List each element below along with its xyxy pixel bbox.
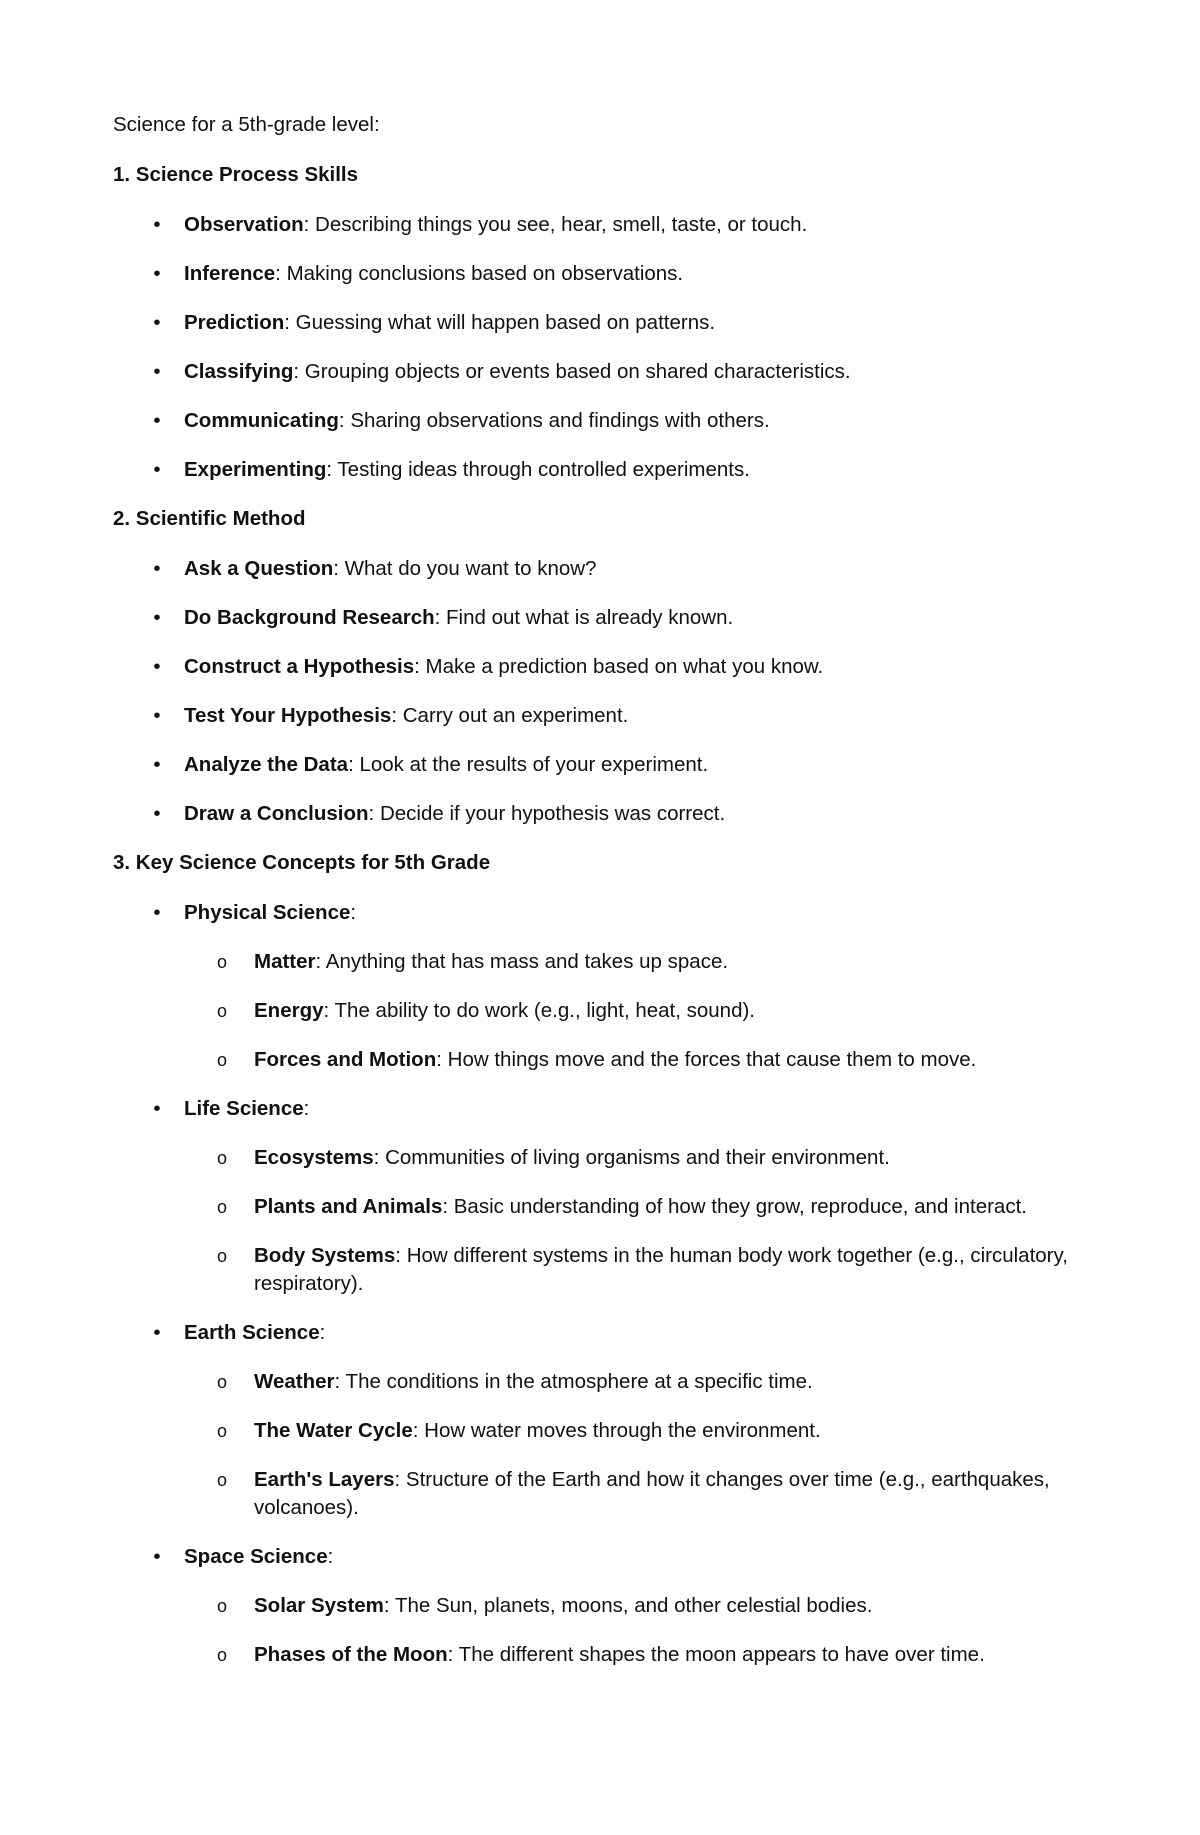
list-item: • Inference: Making conclusions based on observations. bbox=[113, 260, 1080, 288]
bullet-list bbox=[113, 211, 1080, 484]
list-item: • Do Background Research: Find out what is already known. bbox=[113, 604, 1080, 632]
item-text: Look at the results of your experiment. bbox=[359, 753, 709, 776]
item-term: Draw a Conclusion bbox=[184, 802, 369, 825]
bullet-icon: • bbox=[153, 606, 161, 629]
bullet-list bbox=[113, 555, 1080, 828]
sub-list-item: o Energy: The ability to do work (e.g., light, heat, sound). bbox=[182, 997, 1080, 1025]
item-text: The conditions in the atmosphere at a specific time. bbox=[345, 1370, 813, 1393]
bullet-icon: • bbox=[153, 704, 161, 727]
item-text: Communities of living organisms and their environment. bbox=[385, 1146, 890, 1169]
sub-list-item: o Ecosystems: Communities of living organisms and their environment. bbox=[182, 1144, 1080, 1172]
item-term: Earth's Layers bbox=[254, 1468, 395, 1491]
item-term: Classifying bbox=[184, 360, 294, 383]
bullet-icon: • bbox=[153, 557, 161, 580]
item-text: Basic understanding of how they grow, reproduce, and interact. bbox=[453, 1195, 1027, 1218]
list-item: • Space Science: o Solar System: The Sun, planets, moons, and other celestial bodies. o Phases of the Moon: The different shapes the moon appears to have over time. bbox=[113, 1543, 1080, 1669]
circle-bullet-icon: o bbox=[216, 1470, 227, 1490]
item-text: Anything that has mass and takes up space. bbox=[325, 950, 729, 973]
item-term: Observation bbox=[184, 213, 304, 236]
sub-list bbox=[184, 948, 1080, 1074]
section-title: 2. Scientific Method bbox=[113, 507, 306, 530]
item-text: Grouping objects or events based on shared characteristics. bbox=[304, 360, 851, 383]
item-term: Weather bbox=[254, 1370, 335, 1393]
item-text: How things move and the forces that cause them to move. bbox=[447, 1048, 977, 1071]
sub-list-item: o Matter: Anything that has mass and takes up space. bbox=[182, 948, 1080, 976]
item-term: Matter bbox=[254, 950, 316, 973]
sub-list-item: o Plants and Animals: Basic understanding of how they grow, reproduce, and interact. bbox=[182, 1193, 1080, 1221]
item-text: Carry out an experiment. bbox=[402, 704, 629, 727]
list-item: • Experimenting: Testing ideas through controlled experiments. bbox=[113, 456, 1080, 484]
list-item: • Prediction: Guessing what will happen based on patterns. bbox=[113, 309, 1080, 337]
item-text: Make a prediction based on what you know. bbox=[425, 655, 824, 678]
bullet-icon: • bbox=[153, 311, 161, 334]
section-title: 1. Science Process Skills bbox=[113, 163, 359, 186]
item-text: The Sun, planets, moons, and other celestial bodies. bbox=[394, 1594, 873, 1617]
item-term: Energy bbox=[254, 999, 324, 1022]
item-text: Find out what is already known. bbox=[446, 606, 734, 629]
circle-bullet-icon: o bbox=[216, 1050, 227, 1070]
item-text: The ability to do work (e.g., light, heat, sound). bbox=[334, 999, 756, 1022]
item-text: Guessing what will happen based on patterns. bbox=[295, 311, 716, 334]
list-item: • Draw a Conclusion: Decide if your hypothesis was correct. bbox=[113, 800, 1080, 828]
item-term: Space Science bbox=[184, 1545, 328, 1568]
item-term: Solar System bbox=[254, 1594, 384, 1617]
list-item: • Construct a Hypothesis: Make a prediction based on what you know. bbox=[113, 653, 1080, 681]
item-text: The different shapes the moon appears to have over time. bbox=[458, 1643, 985, 1666]
circle-bullet-icon: o bbox=[216, 1001, 227, 1021]
intro-line: Science for a 5th-grade level: bbox=[113, 113, 380, 136]
item-text: Decide if your hypothesis was correct. bbox=[379, 802, 726, 825]
item-term: Construct a Hypothesis bbox=[184, 655, 415, 678]
item-term: Analyze the Data bbox=[184, 753, 349, 776]
item-term: Earth Science bbox=[184, 1321, 320, 1344]
item-term: Ask a Question bbox=[184, 557, 334, 580]
section-key-concepts bbox=[113, 849, 1080, 1669]
circle-bullet-icon: o bbox=[216, 1246, 227, 1266]
bullet-icon: • bbox=[153, 753, 161, 776]
circle-bullet-icon: o bbox=[216, 1197, 227, 1217]
item-text: How different systems in the human body work together (e.g., circulatory, respiratory). bbox=[254, 1244, 1068, 1295]
item-text: How water moves through the environment. bbox=[424, 1419, 821, 1442]
bullet-icon: • bbox=[153, 360, 161, 383]
list-item: • Analyze the Data: Look at the results of your experiment. bbox=[113, 751, 1080, 779]
sub-list-item: o Weather: The conditions in the atmosphere at a specific time. bbox=[182, 1368, 1080, 1396]
sub-list-item: o Earth's Layers: Structure of the Earth and how it changes over time (e.g., earthquakes, volcanoes). bbox=[216, 1468, 1050, 1519]
sub-list-item: o The Water Cycle: How water moves through the environment. bbox=[182, 1417, 1080, 1445]
section-process-skills bbox=[113, 161, 1080, 484]
bullet-icon: • bbox=[153, 1097, 161, 1120]
sub-list-item: o Forces and Motion: How things move and the forces that cause them to move. bbox=[182, 1046, 1080, 1074]
item-term: Inference bbox=[184, 262, 276, 285]
list-item: • Classifying: Grouping objects or events based on shared characteristics. bbox=[113, 358, 1080, 386]
list-item: • Physical Science: o Matter: Anything that has mass and takes up space. o Energy: The ability to do work (e.g., light, heat, sound). o Forces and Motion: How things move and the forces that cause them to move. bbox=[113, 899, 1080, 1074]
sub-list-item: o Solar System: The Sun, planets, moons, and other celestial bodies. bbox=[182, 1592, 1080, 1620]
list-item: • Ask a Question: What do you want to know? bbox=[113, 555, 1080, 583]
item-term: Experimenting bbox=[184, 458, 327, 481]
item-text: What do you want to know? bbox=[344, 557, 597, 580]
bullet-icon: • bbox=[153, 802, 161, 825]
list-item: • Earth Science: o Weather: The conditions in the atmosphere at a specific time. o The Water Cycle: How water moves through the environment. o Earth's Layers: Structure of the Earth and how it changes over time (e.g., earthquakes, volcanoes). bbox=[113, 1319, 1080, 1522]
bullet-icon: • bbox=[153, 1321, 161, 1344]
item-term: Test Your Hypothesis bbox=[184, 704, 392, 727]
item-term: Physical Science bbox=[184, 901, 351, 924]
item-term: Do Background Research bbox=[184, 606, 435, 629]
bullet-icon: • bbox=[153, 409, 161, 432]
circle-bullet-icon: o bbox=[216, 1372, 227, 1392]
sub-list-item: o Phases of the Moon: The different shapes the moon appears to have over time. bbox=[182, 1641, 1080, 1669]
item-term: Prediction bbox=[184, 311, 285, 334]
bullet-icon: • bbox=[153, 458, 161, 481]
bullet-list bbox=[113, 899, 1080, 1669]
section-title: 3. Key Science Concepts for 5th Grade bbox=[113, 851, 491, 874]
section-scientific-method bbox=[113, 505, 1080, 828]
item-text: Testing ideas through controlled experiments. bbox=[337, 458, 750, 481]
circle-bullet-icon: o bbox=[216, 1421, 227, 1441]
item-term: Forces and Motion bbox=[254, 1048, 437, 1071]
item-term: Plants and Animals bbox=[254, 1195, 443, 1218]
list-item: • Communicating: Sharing observations and findings with others. bbox=[113, 407, 1080, 435]
item-term: The Water Cycle bbox=[254, 1419, 413, 1442]
item-term: Ecosystems bbox=[254, 1146, 374, 1169]
circle-bullet-icon: o bbox=[216, 1148, 227, 1168]
list-item: • Observation: Describing things you see, hear, smell, taste, or touch. bbox=[113, 211, 1080, 239]
item-term: Body Systems bbox=[254, 1244, 396, 1267]
item-text: Structure of the Earth and how it changes over time (e.g., earthquakes, volcanoes). bbox=[254, 1468, 1050, 1519]
bullet-icon: • bbox=[153, 655, 161, 678]
circle-bullet-icon: o bbox=[216, 952, 227, 972]
sub-list bbox=[184, 1368, 1080, 1522]
sub-list bbox=[184, 1144, 1080, 1298]
bullet-icon: • bbox=[153, 262, 161, 285]
list-item: • Life Science: o Ecosystems: Communities of living organisms and their environment. o Plants and Animals: Basic understanding of how they grow, reproduce, and interact. o Body Systems: How different systems in the human body work together (e.g., circulatory, respiratory). bbox=[113, 1095, 1080, 1298]
item-text: Making conclusions based on observations. bbox=[286, 262, 684, 285]
bullet-icon: • bbox=[153, 1545, 161, 1568]
item-term: Phases of the Moon bbox=[254, 1643, 448, 1666]
list-item: • Test Your Hypothesis: Carry out an experiment. bbox=[113, 702, 1080, 730]
sub-list-item: o Body Systems: How different systems in the human body work together (e.g., circulatory, respiratory). bbox=[216, 1244, 1068, 1295]
bullet-icon: • bbox=[153, 213, 161, 236]
circle-bullet-icon: o bbox=[216, 1596, 227, 1616]
sub-list bbox=[184, 1592, 1080, 1669]
item-term: Life Science bbox=[184, 1097, 304, 1120]
item-text: Describing things you see, hear, smell, taste, or touch. bbox=[315, 213, 808, 236]
item-term: Communicating bbox=[184, 409, 339, 432]
circle-bullet-icon: o bbox=[216, 1645, 227, 1665]
bullet-icon: • bbox=[153, 901, 161, 924]
item-text: Sharing observations and findings with others. bbox=[350, 409, 770, 432]
